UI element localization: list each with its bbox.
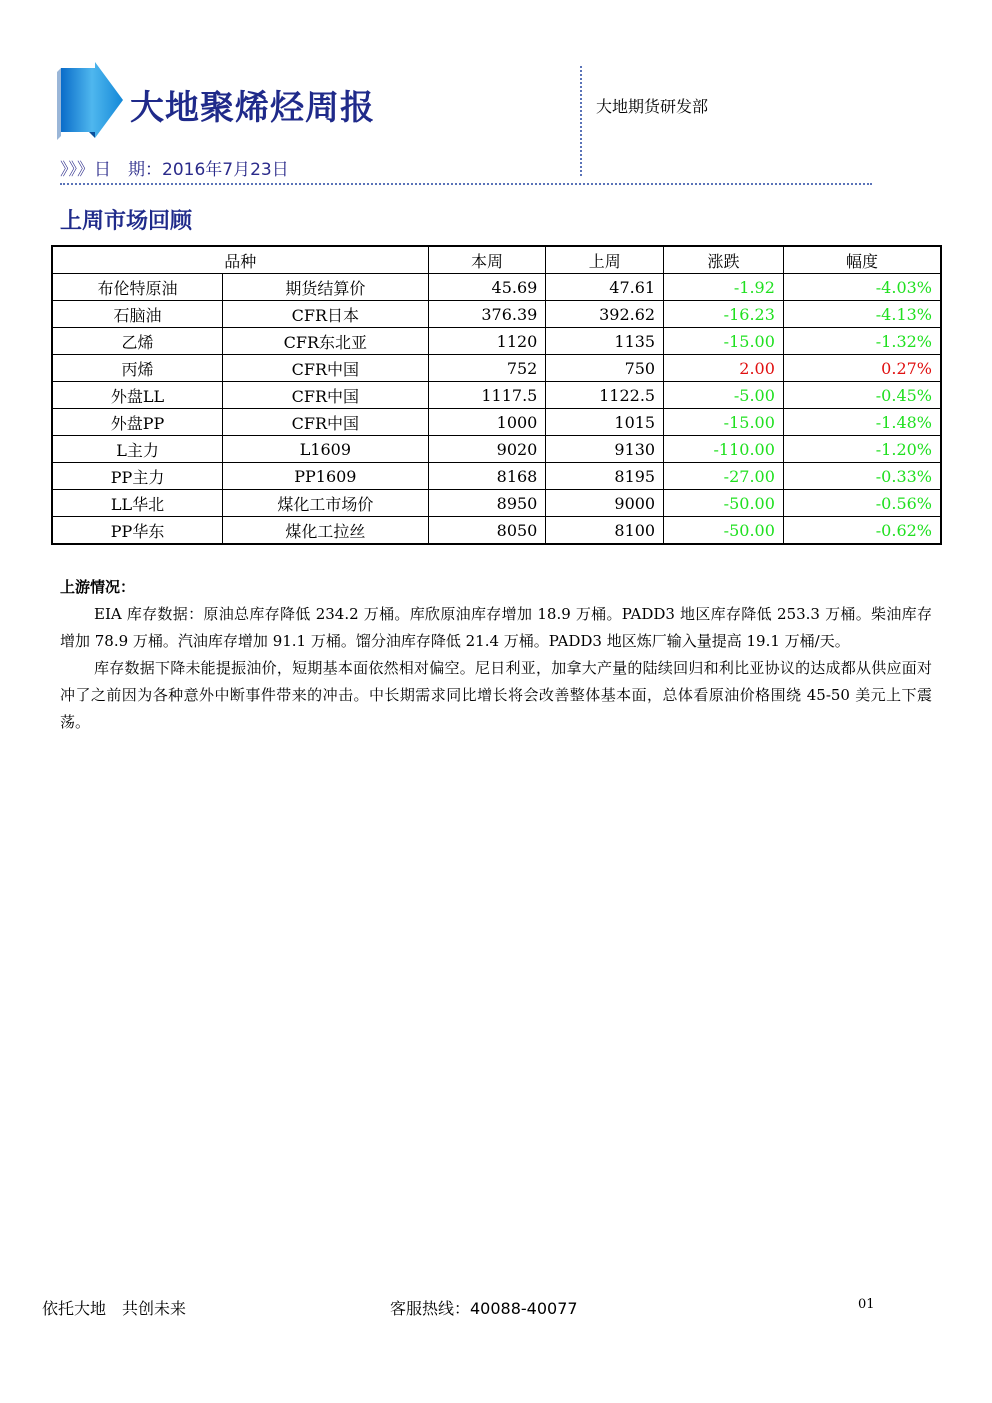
cell-spec: CFR中国: [223, 355, 429, 382]
cell-spec: 期货结算价: [223, 274, 429, 301]
upstream-paragraph: EIA 库存数据：原油总库存降低 234.2 万桶。库欣原油库存增加 18.9 万桶。PADD3 地区库存降低 253.3 万桶。柴油库存增加 78.9 万桶。汽油库存增加 91.1 万桶。馏分油库存降低 21.4 万桶。PADD3 地区炼厂输入量提高 19.1 万桶/天。: [60, 605, 932, 650]
upstream-heading: 上游情况：: [60, 578, 136, 596]
cell-change: -50.00: [664, 517, 784, 545]
table-header-row: [52, 246, 941, 274]
table-row: [52, 382, 941, 409]
table-row: [52, 463, 941, 490]
col-header-change: 涨跌: [664, 246, 784, 274]
cell-spec: CFR东北亚: [223, 328, 429, 355]
col-header-pct: 幅度: [783, 246, 941, 274]
table-row: [52, 409, 941, 436]
cell-spec: 煤化工拉丝: [223, 517, 429, 545]
cell-change: -15.00: [664, 409, 784, 436]
cell-pct: -0.33%: [783, 463, 941, 490]
cell-spec: 煤化工市场价: [223, 490, 429, 517]
cell-this-week: 45.69: [428, 274, 546, 301]
cell-last-week: 1122.5: [546, 382, 664, 409]
table-row: [52, 301, 941, 328]
cell-last-week: 392.62: [546, 301, 664, 328]
cell-last-week: 1015: [546, 409, 664, 436]
table-row: [52, 517, 941, 545]
cell-change: -27.00: [664, 463, 784, 490]
cell-this-week: 8950: [428, 490, 546, 517]
cell-this-week: 752: [428, 355, 546, 382]
cell-spec: CFR日本: [223, 301, 429, 328]
report-date: 》》》日 期：2016年7月23日: [60, 160, 289, 180]
cell-this-week: 1120: [428, 328, 546, 355]
cell-this-week: 8168: [428, 463, 546, 490]
table-row: [52, 490, 941, 517]
cell-this-week: 8050: [428, 517, 546, 545]
cell-pct: -4.03%: [783, 274, 941, 301]
cell-spec: L1609: [223, 436, 429, 463]
footer-hotline: 客服热线：40088-40077: [390, 1299, 578, 1318]
cell-this-week: 1000: [428, 409, 546, 436]
cell-change: -1.92: [664, 274, 784, 301]
cell-change: 2.00: [664, 355, 784, 382]
table-row: [52, 436, 941, 463]
col-header-last-week: 上周: [546, 246, 664, 274]
cell-pct: -0.45%: [783, 382, 941, 409]
market-review-table: [51, 245, 942, 545]
cell-this-week: 1117.5: [428, 382, 546, 409]
cell-last-week: 8195: [546, 463, 664, 490]
cell-change: -16.23: [664, 301, 784, 328]
cell-name: 外盘PP: [52, 409, 223, 436]
cell-change: -50.00: [664, 490, 784, 517]
cell-pct: 0.27%: [783, 355, 941, 382]
footer-slogan: 依托大地 共创未来: [42, 1299, 187, 1318]
table-row: [52, 328, 941, 355]
cell-change: -15.00: [664, 328, 784, 355]
cell-last-week: 47.61: [546, 274, 664, 301]
cell-name: LL华北: [52, 490, 223, 517]
header-divider: [580, 66, 582, 176]
cell-name: 外盘LL: [52, 382, 223, 409]
cell-spec: CFR中国: [223, 382, 429, 409]
header-bottom-divider: [60, 183, 872, 185]
cell-change: -110.00: [664, 436, 784, 463]
cell-pct: -1.48%: [783, 409, 941, 436]
cell-change: -5.00: [664, 382, 784, 409]
cell-name: PP华东: [52, 517, 223, 545]
cell-pct: -0.62%: [783, 517, 941, 545]
cell-pct: -4.13%: [783, 301, 941, 328]
cell-this-week: 376.39: [428, 301, 546, 328]
cell-name: 布伦特原油: [52, 274, 223, 301]
cell-spec: PP1609: [223, 463, 429, 490]
department-label: 大地期货研发部: [596, 97, 709, 116]
table-row: [52, 355, 941, 382]
cell-name: L主力: [52, 436, 223, 463]
cell-pct: -0.56%: [783, 490, 941, 517]
cell-name: PP主力: [52, 463, 223, 490]
cell-spec: CFR中国: [223, 409, 429, 436]
section-title: 上周市场回顾: [60, 209, 193, 234]
cell-last-week: 9000: [546, 490, 664, 517]
report-title: 大地聚烯烃周报: [130, 88, 375, 128]
cell-last-week: 1135: [546, 328, 664, 355]
cell-pct: -1.20%: [783, 436, 941, 463]
col-header-variety: 品种: [52, 246, 428, 274]
cell-last-week: 750: [546, 355, 664, 382]
table-row: [52, 274, 941, 301]
cell-last-week: 9130: [546, 436, 664, 463]
upstream-paragraph: 库存数据下降未能提振油价，短期基本面依然相对偏空。尼日利亚，加拿大产量的陆续回归和利比亚协议的达成都从供应面对冲了之前因为各种意外中断事件带来的冲击。中长期需求同比增长将会改善整体基本面，总体看原油价格围绕 45-50 美元上下震荡。: [60, 659, 932, 731]
cell-this-week: 9020: [428, 436, 546, 463]
upstream-section: [60, 574, 932, 736]
cell-last-week: 8100: [546, 517, 664, 545]
cell-name: 丙烯: [52, 355, 223, 382]
cell-pct: -1.32%: [783, 328, 941, 355]
cell-name: 石脑油: [52, 301, 223, 328]
col-header-this-week: 本周: [428, 246, 546, 274]
cell-name: 乙烯: [52, 328, 223, 355]
page-number: 01: [858, 1297, 875, 1312]
arrow-logo-icon: [55, 62, 125, 142]
